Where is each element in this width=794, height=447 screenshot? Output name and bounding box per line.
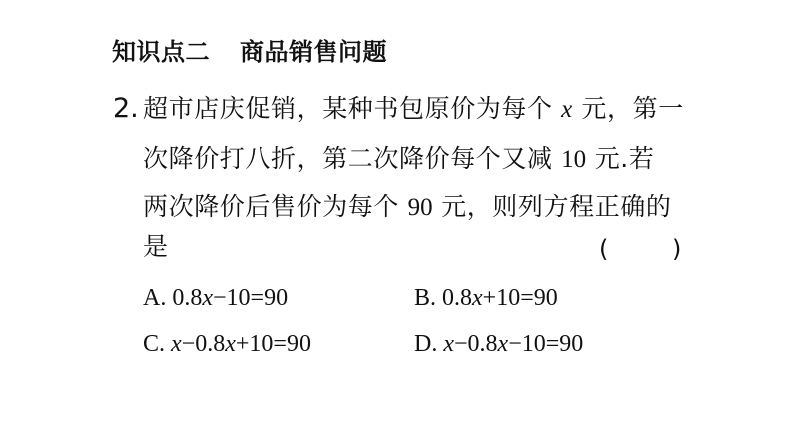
number-10: 10 — [561, 146, 587, 173]
option-d-expression: x−0.8x−10=90 — [443, 331, 584, 357]
question-line-3-end: 元，则列方程正确的 — [441, 192, 672, 221]
option-b-letter: B. — [414, 285, 437, 311]
answer-paren-close: ) — [672, 235, 682, 263]
question-number: 2. — [113, 93, 139, 124]
option-b[interactable] — [414, 283, 558, 313]
variable-x: x — [561, 96, 573, 123]
question-line-1 — [143, 92, 684, 127]
question-line-3 — [143, 190, 672, 225]
question-line-2-text: 次降价打八折，第二次降价每个又减 — [143, 144, 553, 173]
option-d-letter: D. — [414, 331, 438, 357]
option-d[interactable] — [414, 329, 583, 359]
option-b-expression: 0.8x+10=90 — [442, 285, 558, 311]
option-c-letter: C. — [143, 331, 166, 357]
option-a-expression: 0.8x−10=90 — [172, 285, 289, 311]
option-c[interactable] — [143, 329, 311, 359]
question-line-1-end: 元，第一 — [581, 94, 684, 123]
question-line-4: 是 — [143, 232, 169, 261]
answer-paren-open: ( — [599, 235, 609, 263]
number-90: 90 — [407, 194, 433, 221]
question-line-2-end: 元.若 — [594, 144, 655, 173]
section-title: 商品销售问题 — [240, 38, 387, 66]
question-line-2 — [143, 142, 654, 177]
section-heading — [112, 32, 387, 67]
option-a[interactable] — [143, 283, 288, 313]
question-line-3-text: 两次降价后售价为每个 — [143, 192, 400, 221]
section-label: 知识点二 — [112, 38, 210, 66]
option-a-letter: A. — [143, 285, 167, 311]
question-line-1-text: 超市店庆促销，某种书包原价为每个 — [143, 94, 553, 123]
option-c-expression: x−0.8x+10=90 — [171, 331, 311, 357]
